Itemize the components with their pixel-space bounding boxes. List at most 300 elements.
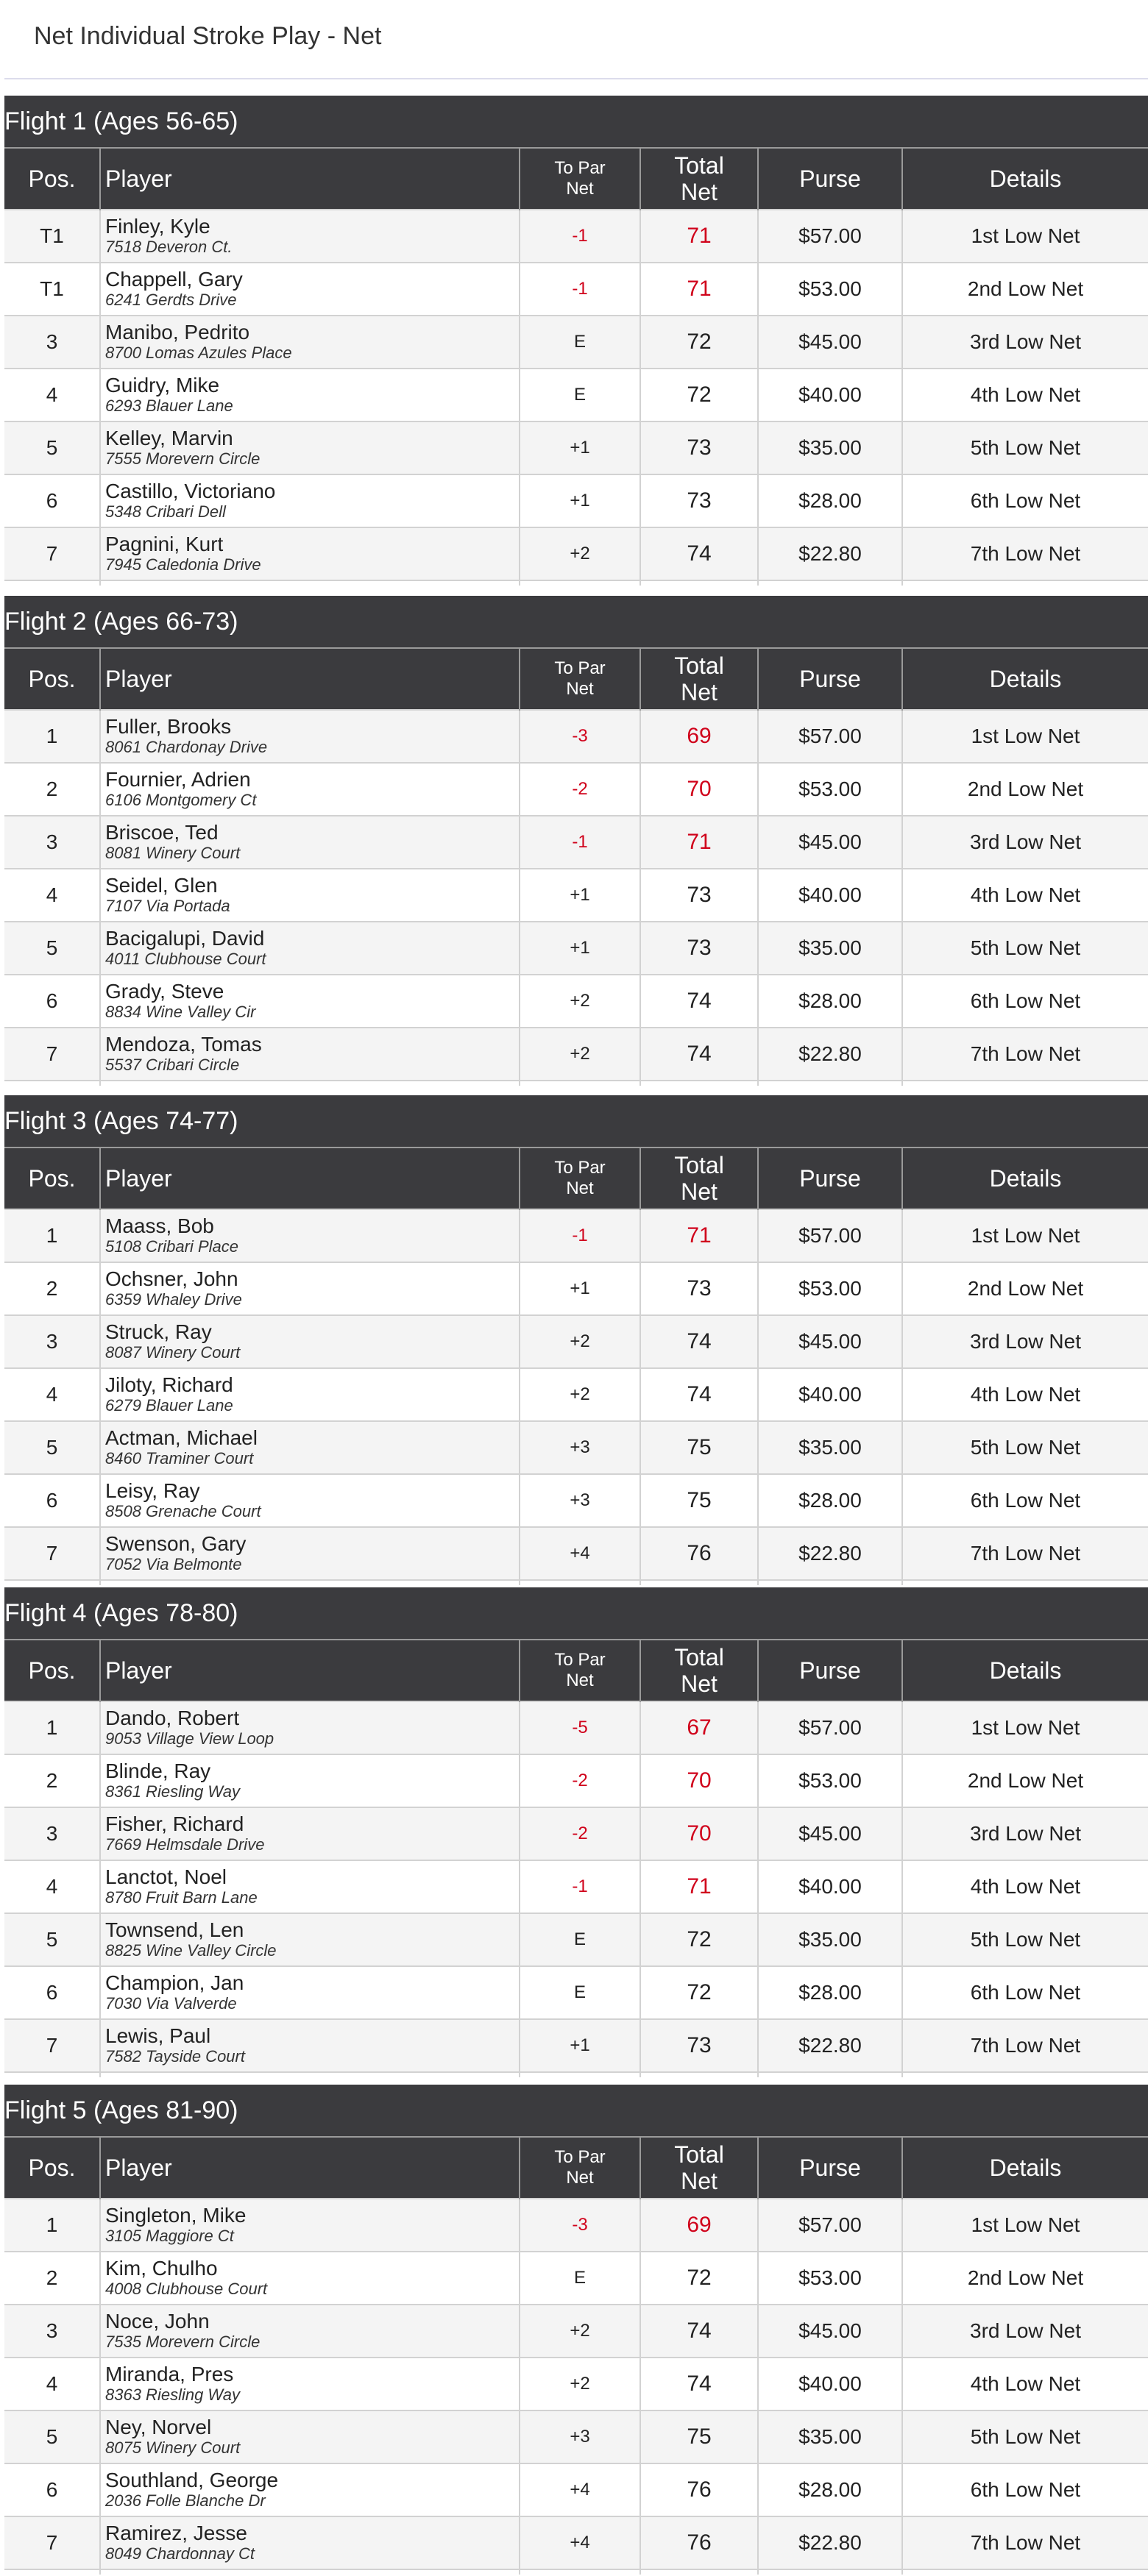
player-name[interactable]: Kelley, Marvin <box>105 427 233 449</box>
table-footer-cell <box>640 2569 758 2575</box>
table-row[interactable] <box>4 1209 1148 1262</box>
position-cell: 7 <box>4 1028 100 1081</box>
col-header-to-par-line2: Net <box>566 679 594 699</box>
details-cell: 1st Low Net <box>902 210 1148 263</box>
details-cell: 3rd Low Net <box>902 1807 1148 1860</box>
table-footer-cell <box>902 1081 1148 1086</box>
player-address: 4008 Clubhouse Court <box>105 2280 268 2298</box>
player-cell <box>100 975 520 1028</box>
results-table <box>4 649 1148 1086</box>
player-name[interactable]: Lanctot, Noel <box>105 1865 227 1888</box>
title-divider <box>4 78 1148 79</box>
flight-section <box>4 596 1148 1086</box>
col-header-total-net[interactable] <box>640 1640 758 1701</box>
player-name[interactable]: Leisy, Ray <box>105 1479 200 1502</box>
total-net-cell: 74 <box>640 2358 758 2410</box>
player-address: 8508 Grenache Court <box>105 1502 261 1520</box>
position-cell: 3 <box>4 1807 100 1860</box>
player-address: 7582 Tayside Court <box>105 2047 245 2066</box>
player-cell <box>100 1474 520 1527</box>
player-cell <box>100 1368 520 1421</box>
player-cell <box>100 1754 520 1807</box>
table-row[interactable] <box>4 1527 1148 1580</box>
col-header-player[interactable]: Player <box>100 1148 520 1209</box>
position-cell: 5 <box>4 2410 100 2463</box>
total-net-cell: 73 <box>640 922 758 975</box>
details-cell: 4th Low Net <box>902 369 1148 421</box>
table-row[interactable] <box>4 1368 1148 1421</box>
table-row[interactable] <box>4 1262 1148 1315</box>
page-title: Net Individual Stroke Play - Net <box>34 22 382 50</box>
table-row[interactable] <box>4 1474 1148 1527</box>
player-cell <box>100 2252 520 2305</box>
purse-cell: $28.00 <box>758 1474 902 1527</box>
details-cell: 6th Low Net <box>902 1474 1148 1527</box>
player-cell <box>100 1701 520 1754</box>
purse-cell: $57.00 <box>758 2199 902 2252</box>
purse-cell: $35.00 <box>758 421 902 474</box>
table-footer-cell <box>758 580 902 586</box>
to-par-cell: +2 <box>520 2358 640 2410</box>
player-name[interactable]: Ramirez, Jesse <box>105 2522 247 2544</box>
player-address: 8087 Winery Court <box>105 1343 241 1362</box>
col-header-pos[interactable]: Pos. <box>4 1148 100 1209</box>
purse-cell: $22.80 <box>758 1527 902 1580</box>
player-name[interactable]: Briscoe, Ted <box>105 821 219 844</box>
table-row[interactable] <box>4 975 1148 1028</box>
total-net-cell: 76 <box>640 2516 758 2569</box>
table-row[interactable] <box>4 763 1148 816</box>
player-name[interactable]: Seidel, Glen <box>105 874 218 897</box>
total-net-cell: 73 <box>640 474 758 527</box>
table-row[interactable] <box>4 816 1148 869</box>
total-net-cell: 72 <box>640 1913 758 1966</box>
col-header-details[interactable]: Details <box>902 1640 1148 1701</box>
total-net-cell: 76 <box>640 2463 758 2516</box>
table-footer-cell <box>520 1081 640 1086</box>
purse-cell: $57.00 <box>758 1701 902 1754</box>
player-name[interactable]: Ney, Norvel <box>105 2416 212 2438</box>
table-footer-cell <box>100 1580 520 1585</box>
results-table <box>4 1148 1148 1585</box>
player-cell <box>100 869 520 922</box>
player-address: 8049 Chardonnay Ct <box>105 2544 255 2563</box>
player-name[interactable]: Fisher, Richard <box>105 1812 244 1835</box>
col-header-total-net[interactable] <box>640 2138 758 2199</box>
col-header-details[interactable]: Details <box>902 649 1148 710</box>
player-address: 5108 Cribari Place <box>105 1237 238 1256</box>
to-par-cell: +1 <box>520 869 640 922</box>
table-row[interactable] <box>4 2358 1148 2410</box>
details-cell: 5th Low Net <box>902 922 1148 975</box>
col-header-details[interactable]: Details <box>902 1148 1148 1209</box>
player-cell <box>100 316 520 369</box>
table-footer-row <box>4 580 1148 586</box>
player-cell <box>100 2463 520 2516</box>
purse-cell: $45.00 <box>758 1807 902 1860</box>
player-name[interactable]: Castillo, Victoriano <box>105 480 276 502</box>
table-row[interactable] <box>4 1701 1148 1754</box>
col-header-player[interactable]: Player <box>100 1640 520 1701</box>
position-cell: 6 <box>4 1966 100 2019</box>
details-cell: 6th Low Net <box>902 1966 1148 2019</box>
col-header-to-par-line1: To Par <box>554 158 606 178</box>
col-header-total-line1: Total <box>674 152 724 179</box>
player-address: 8363 Riesling Way <box>105 2385 241 2404</box>
player-address: 9053 Village View Loop <box>105 1729 274 1748</box>
col-header-player[interactable]: Player <box>100 649 520 710</box>
player-cell <box>100 263 520 316</box>
table-row[interactable] <box>4 1807 1148 1860</box>
purse-cell: $57.00 <box>758 210 902 263</box>
details-cell: 7th Low Net <box>902 2019 1148 2072</box>
table-row[interactable] <box>4 2252 1148 2305</box>
to-par-cell: +4 <box>520 2463 640 2516</box>
total-net-cell: 75 <box>640 1421 758 1474</box>
details-cell: 7th Low Net <box>902 1527 1148 1580</box>
purse-cell: $35.00 <box>758 1421 902 1474</box>
details-cell: 7th Low Net <box>902 527 1148 580</box>
table-footer-cell <box>640 2072 758 2077</box>
player-cell <box>100 763 520 816</box>
to-par-cell: +4 <box>520 1527 640 1580</box>
player-address: 7052 Via Belmonte <box>105 1555 242 1573</box>
player-cell <box>100 2410 520 2463</box>
purse-cell: $45.00 <box>758 816 902 869</box>
player-name[interactable]: Blinde, Ray <box>105 1760 211 1782</box>
table-footer-cell <box>902 2072 1148 2077</box>
flight-title: Flight 1 (Ages 56-65) <box>4 96 1148 149</box>
player-address: 7535 Morevern Circle <box>105 2333 261 2351</box>
table-row[interactable] <box>4 869 1148 922</box>
position-cell: 4 <box>4 1368 100 1421</box>
details-cell: 5th Low Net <box>902 2410 1148 2463</box>
col-header-to-par-line2: Net <box>566 2168 594 2188</box>
col-header-total-line2: Net <box>681 1671 718 1697</box>
details-cell: 6th Low Net <box>902 474 1148 527</box>
col-header-total-line1: Total <box>674 1644 724 1671</box>
col-header-total-net[interactable] <box>640 1148 758 1209</box>
col-header-total-net[interactable] <box>640 149 758 210</box>
player-address: 7945 Caledonia Drive <box>105 555 261 574</box>
table-footer-cell <box>758 2072 902 2077</box>
player-address: 6279 Blauer Lane <box>105 1396 233 1415</box>
col-header-purse[interactable]: Purse <box>758 2138 902 2199</box>
total-net-cell: 72 <box>640 316 758 369</box>
player-name[interactable]: Champion, Jan <box>105 1971 244 1994</box>
details-cell: 4th Low Net <box>902 2358 1148 2410</box>
col-header-total-line2: Net <box>681 2168 718 2194</box>
to-par-cell: -2 <box>520 1807 640 1860</box>
player-name[interactable]: Miranda, Pres <box>105 2363 234 2385</box>
details-cell: 4th Low Net <box>902 869 1148 922</box>
col-header-to-par-line1: To Par <box>554 2147 606 2167</box>
total-net-cell: 71 <box>640 1860 758 1913</box>
col-header-player[interactable]: Player <box>100 149 520 210</box>
position-cell: 1 <box>4 1701 100 1754</box>
table-row[interactable] <box>4 2516 1148 2569</box>
details-cell: 5th Low Net <box>902 1913 1148 1966</box>
player-name[interactable]: Fuller, Brooks <box>105 715 232 738</box>
player-address: 4011 Clubhouse Court <box>105 950 266 968</box>
player-name[interactable]: Manibo, Pedrito <box>105 321 250 344</box>
table-row[interactable] <box>4 316 1148 369</box>
player-name[interactable]: Swenson, Gary <box>105 1532 247 1555</box>
player-address: 7555 Morevern Circle <box>105 449 261 468</box>
player-name[interactable]: Finley, Kyle <box>105 215 210 238</box>
player-name[interactable]: Singleton, Mike <box>105 2204 247 2227</box>
position-cell: 6 <box>4 2463 100 2516</box>
player-name[interactable]: Chappell, Gary <box>105 268 243 291</box>
player-address: 2036 Folle Blanche Dr <box>105 2491 266 2510</box>
details-cell: 3rd Low Net <box>902 1315 1148 1368</box>
purse-cell: $22.80 <box>758 1028 902 1081</box>
to-par-cell: +1 <box>520 2019 640 2072</box>
to-par-cell: +2 <box>520 1368 640 1421</box>
col-header-to-par-line1: To Par <box>554 1158 606 1178</box>
purse-cell: $53.00 <box>758 763 902 816</box>
col-header-purse[interactable]: Purse <box>758 1640 902 1701</box>
col-header-pos[interactable]: Pos. <box>4 649 100 710</box>
player-address: 7518 Deveron Ct. <box>105 238 233 256</box>
player-name[interactable]: Southland, George <box>105 2469 279 2491</box>
purse-cell: $40.00 <box>758 1860 902 1913</box>
col-header-pos[interactable]: Pos. <box>4 149 100 210</box>
details-cell: 1st Low Net <box>902 1701 1148 1754</box>
to-par-cell: +3 <box>520 1474 640 1527</box>
col-header-total-net[interactable] <box>640 649 758 710</box>
total-net-cell: 70 <box>640 1807 758 1860</box>
player-name[interactable]: Bacigalupi, David <box>105 927 265 950</box>
table-row[interactable] <box>4 474 1148 527</box>
col-header-to-par-line1: To Par <box>554 1650 606 1670</box>
position-cell: 1 <box>4 1209 100 1262</box>
table-footer-row <box>4 2569 1148 2575</box>
player-cell <box>100 527 520 580</box>
total-net-cell: 71 <box>640 1209 758 1262</box>
player-name[interactable]: Dando, Robert <box>105 1707 240 1729</box>
table-row[interactable] <box>4 263 1148 316</box>
details-cell: 5th Low Net <box>902 421 1148 474</box>
purse-cell: $53.00 <box>758 1754 902 1807</box>
col-header-to-par-net[interactable] <box>520 149 640 210</box>
player-cell <box>100 1421 520 1474</box>
position-cell: 4 <box>4 369 100 421</box>
player-name[interactable]: Fournier, Adrien <box>105 768 251 791</box>
details-cell: 5th Low Net <box>902 1421 1148 1474</box>
col-header-pos[interactable]: Pos. <box>4 1640 100 1701</box>
position-cell: 3 <box>4 2305 100 2358</box>
details-cell: 1st Low Net <box>902 1209 1148 1262</box>
col-header-purse[interactable]: Purse <box>758 149 902 210</box>
to-par-cell: +1 <box>520 922 640 975</box>
flight-section <box>4 1095 1148 1585</box>
flight-title: Flight 2 (Ages 66-73) <box>4 596 1148 649</box>
purse-cell: $40.00 <box>758 2358 902 2410</box>
player-name[interactable]: Lewis, Paul <box>105 2024 211 2047</box>
player-name[interactable]: Guidry, Mike <box>105 374 220 396</box>
player-name[interactable]: Pagnini, Kurt <box>105 533 224 555</box>
player-address: 8460 Traminer Court <box>105 1449 254 1467</box>
table-footer-cell <box>520 1580 640 1585</box>
player-address: 3105 Maggiore Ct <box>105 2227 234 2245</box>
player-name[interactable]: Noce, John <box>105 2310 210 2333</box>
col-header-purse[interactable]: Purse <box>758 1148 902 1209</box>
col-header-to-par-net[interactable] <box>520 1148 640 1209</box>
player-cell <box>100 421 520 474</box>
flight-section <box>4 2085 1148 2575</box>
player-cell <box>100 369 520 421</box>
table-header-row <box>4 1640 1148 1701</box>
results-table <box>4 2138 1148 2575</box>
table-row[interactable] <box>4 2463 1148 2516</box>
table-row[interactable] <box>4 2410 1148 2463</box>
table-footer-cell <box>100 2072 520 2077</box>
table-footer-cell <box>520 580 640 586</box>
player-name[interactable]: Jiloty, Richard <box>105 1373 233 1396</box>
col-header-purse[interactable]: Purse <box>758 649 902 710</box>
table-header-row <box>4 1148 1148 1209</box>
position-cell: 3 <box>4 316 100 369</box>
table-row[interactable] <box>4 369 1148 421</box>
table-header-row <box>4 649 1148 710</box>
to-par-cell: -3 <box>520 2199 640 2252</box>
table-footer-cell <box>902 2569 1148 2575</box>
total-net-cell: 72 <box>640 2252 758 2305</box>
player-name[interactable]: Kim, Chulho <box>105 2257 218 2280</box>
details-cell: 6th Low Net <box>902 975 1148 1028</box>
table-row[interactable] <box>4 2019 1148 2072</box>
total-net-cell: 70 <box>640 763 758 816</box>
table-row[interactable] <box>4 1913 1148 1966</box>
position-cell: 4 <box>4 1860 100 1913</box>
details-cell: 2nd Low Net <box>902 2252 1148 2305</box>
table-row[interactable] <box>4 710 1148 763</box>
to-par-cell: +2 <box>520 527 640 580</box>
player-cell <box>100 2358 520 2410</box>
to-par-cell: E <box>520 316 640 369</box>
details-cell: 2nd Low Net <box>902 763 1148 816</box>
details-cell: 2nd Low Net <box>902 1754 1148 1807</box>
table-row[interactable] <box>4 1860 1148 1913</box>
col-header-to-par-net[interactable] <box>520 649 640 710</box>
total-net-cell: 74 <box>640 527 758 580</box>
to-par-cell: -2 <box>520 763 640 816</box>
player-address: 6359 Whaley Drive <box>105 1290 242 1309</box>
table-header-row <box>4 149 1148 210</box>
player-cell <box>100 1315 520 1368</box>
total-net-cell: 74 <box>640 1028 758 1081</box>
flight-title: Flight 5 (Ages 81-90) <box>4 2085 1148 2138</box>
player-cell <box>100 710 520 763</box>
player-cell <box>100 1966 520 2019</box>
player-name[interactable]: Struck, Ray <box>105 1320 212 1343</box>
player-address: 8834 Wine Valley Cir <box>105 1003 256 1021</box>
details-cell: 4th Low Net <box>902 1368 1148 1421</box>
col-header-total-line1: Total <box>674 1152 724 1178</box>
to-par-cell: -1 <box>520 263 640 316</box>
details-cell: 1st Low Net <box>902 2199 1148 2252</box>
details-cell: 3rd Low Net <box>902 316 1148 369</box>
player-address: 6293 Blauer Lane <box>105 396 233 415</box>
table-row[interactable] <box>4 922 1148 975</box>
position-cell: T1 <box>4 210 100 263</box>
total-net-cell: 71 <box>640 263 758 316</box>
total-net-cell: 67 <box>640 1701 758 1754</box>
player-cell <box>100 922 520 975</box>
col-header-to-par-net[interactable] <box>520 2138 640 2199</box>
col-header-pos[interactable]: Pos. <box>4 2138 100 2199</box>
player-cell <box>100 1860 520 1913</box>
purse-cell: $45.00 <box>758 1315 902 1368</box>
table-footer-cell <box>902 1580 1148 1585</box>
table-row[interactable] <box>4 527 1148 580</box>
total-net-cell: 69 <box>640 710 758 763</box>
col-header-details[interactable]: Details <box>902 149 1148 210</box>
table-footer-cell <box>4 580 100 586</box>
table-footer-cell <box>4 1081 100 1086</box>
purse-cell: $35.00 <box>758 1913 902 1966</box>
table-footer-cell <box>100 2569 520 2575</box>
player-name[interactable]: Ochsner, John <box>105 1267 238 1290</box>
position-cell: 6 <box>4 474 100 527</box>
table-row[interactable] <box>4 1315 1148 1368</box>
table-footer-cell <box>758 1580 902 1585</box>
purse-cell: $28.00 <box>758 1966 902 2019</box>
purse-cell: $40.00 <box>758 1368 902 1421</box>
purse-cell: $53.00 <box>758 2252 902 2305</box>
table-row[interactable] <box>4 2199 1148 2252</box>
flight-title: Flight 4 (Ages 78-80) <box>4 1587 1148 1640</box>
total-net-cell: 72 <box>640 369 758 421</box>
player-name[interactable]: Grady, Steve <box>105 980 224 1003</box>
to-par-cell: -5 <box>520 1701 640 1754</box>
purse-cell: $28.00 <box>758 975 902 1028</box>
col-header-player[interactable]: Player <box>100 2138 520 2199</box>
col-header-to-par-net[interactable] <box>520 1640 640 1701</box>
table-row[interactable] <box>4 421 1148 474</box>
total-net-cell: 74 <box>640 975 758 1028</box>
player-name[interactable]: Actman, Michael <box>105 1426 258 1449</box>
player-address: 8361 Riesling Way <box>105 1782 241 1801</box>
col-header-details[interactable]: Details <box>902 2138 1148 2199</box>
table-row[interactable] <box>4 1028 1148 1081</box>
purse-cell: $35.00 <box>758 922 902 975</box>
purse-cell: $57.00 <box>758 710 902 763</box>
position-cell: 3 <box>4 1315 100 1368</box>
player-name[interactable]: Townsend, Len <box>105 1918 244 1941</box>
table-row[interactable] <box>4 1421 1148 1474</box>
player-address: 5537 Cribari Circle <box>105 1056 240 1074</box>
table-row[interactable] <box>4 210 1148 263</box>
table-footer-cell <box>640 1580 758 1585</box>
player-address: 7030 Via Valverde <box>105 1994 237 2013</box>
position-cell: 7 <box>4 527 100 580</box>
table-row[interactable] <box>4 2305 1148 2358</box>
purse-cell: $22.80 <box>758 527 902 580</box>
player-name[interactable]: Maass, Bob <box>105 1214 214 1237</box>
purse-cell: $53.00 <box>758 1262 902 1315</box>
table-row[interactable] <box>4 1754 1148 1807</box>
to-par-cell: -3 <box>520 710 640 763</box>
total-net-cell: 73 <box>640 2019 758 2072</box>
player-cell <box>100 816 520 869</box>
to-par-cell: +1 <box>520 1262 640 1315</box>
table-footer-row <box>4 2072 1148 2077</box>
table-row[interactable] <box>4 1966 1148 2019</box>
col-header-total-line1: Total <box>674 652 724 679</box>
player-name[interactable]: Mendoza, Tomas <box>105 1033 262 1056</box>
